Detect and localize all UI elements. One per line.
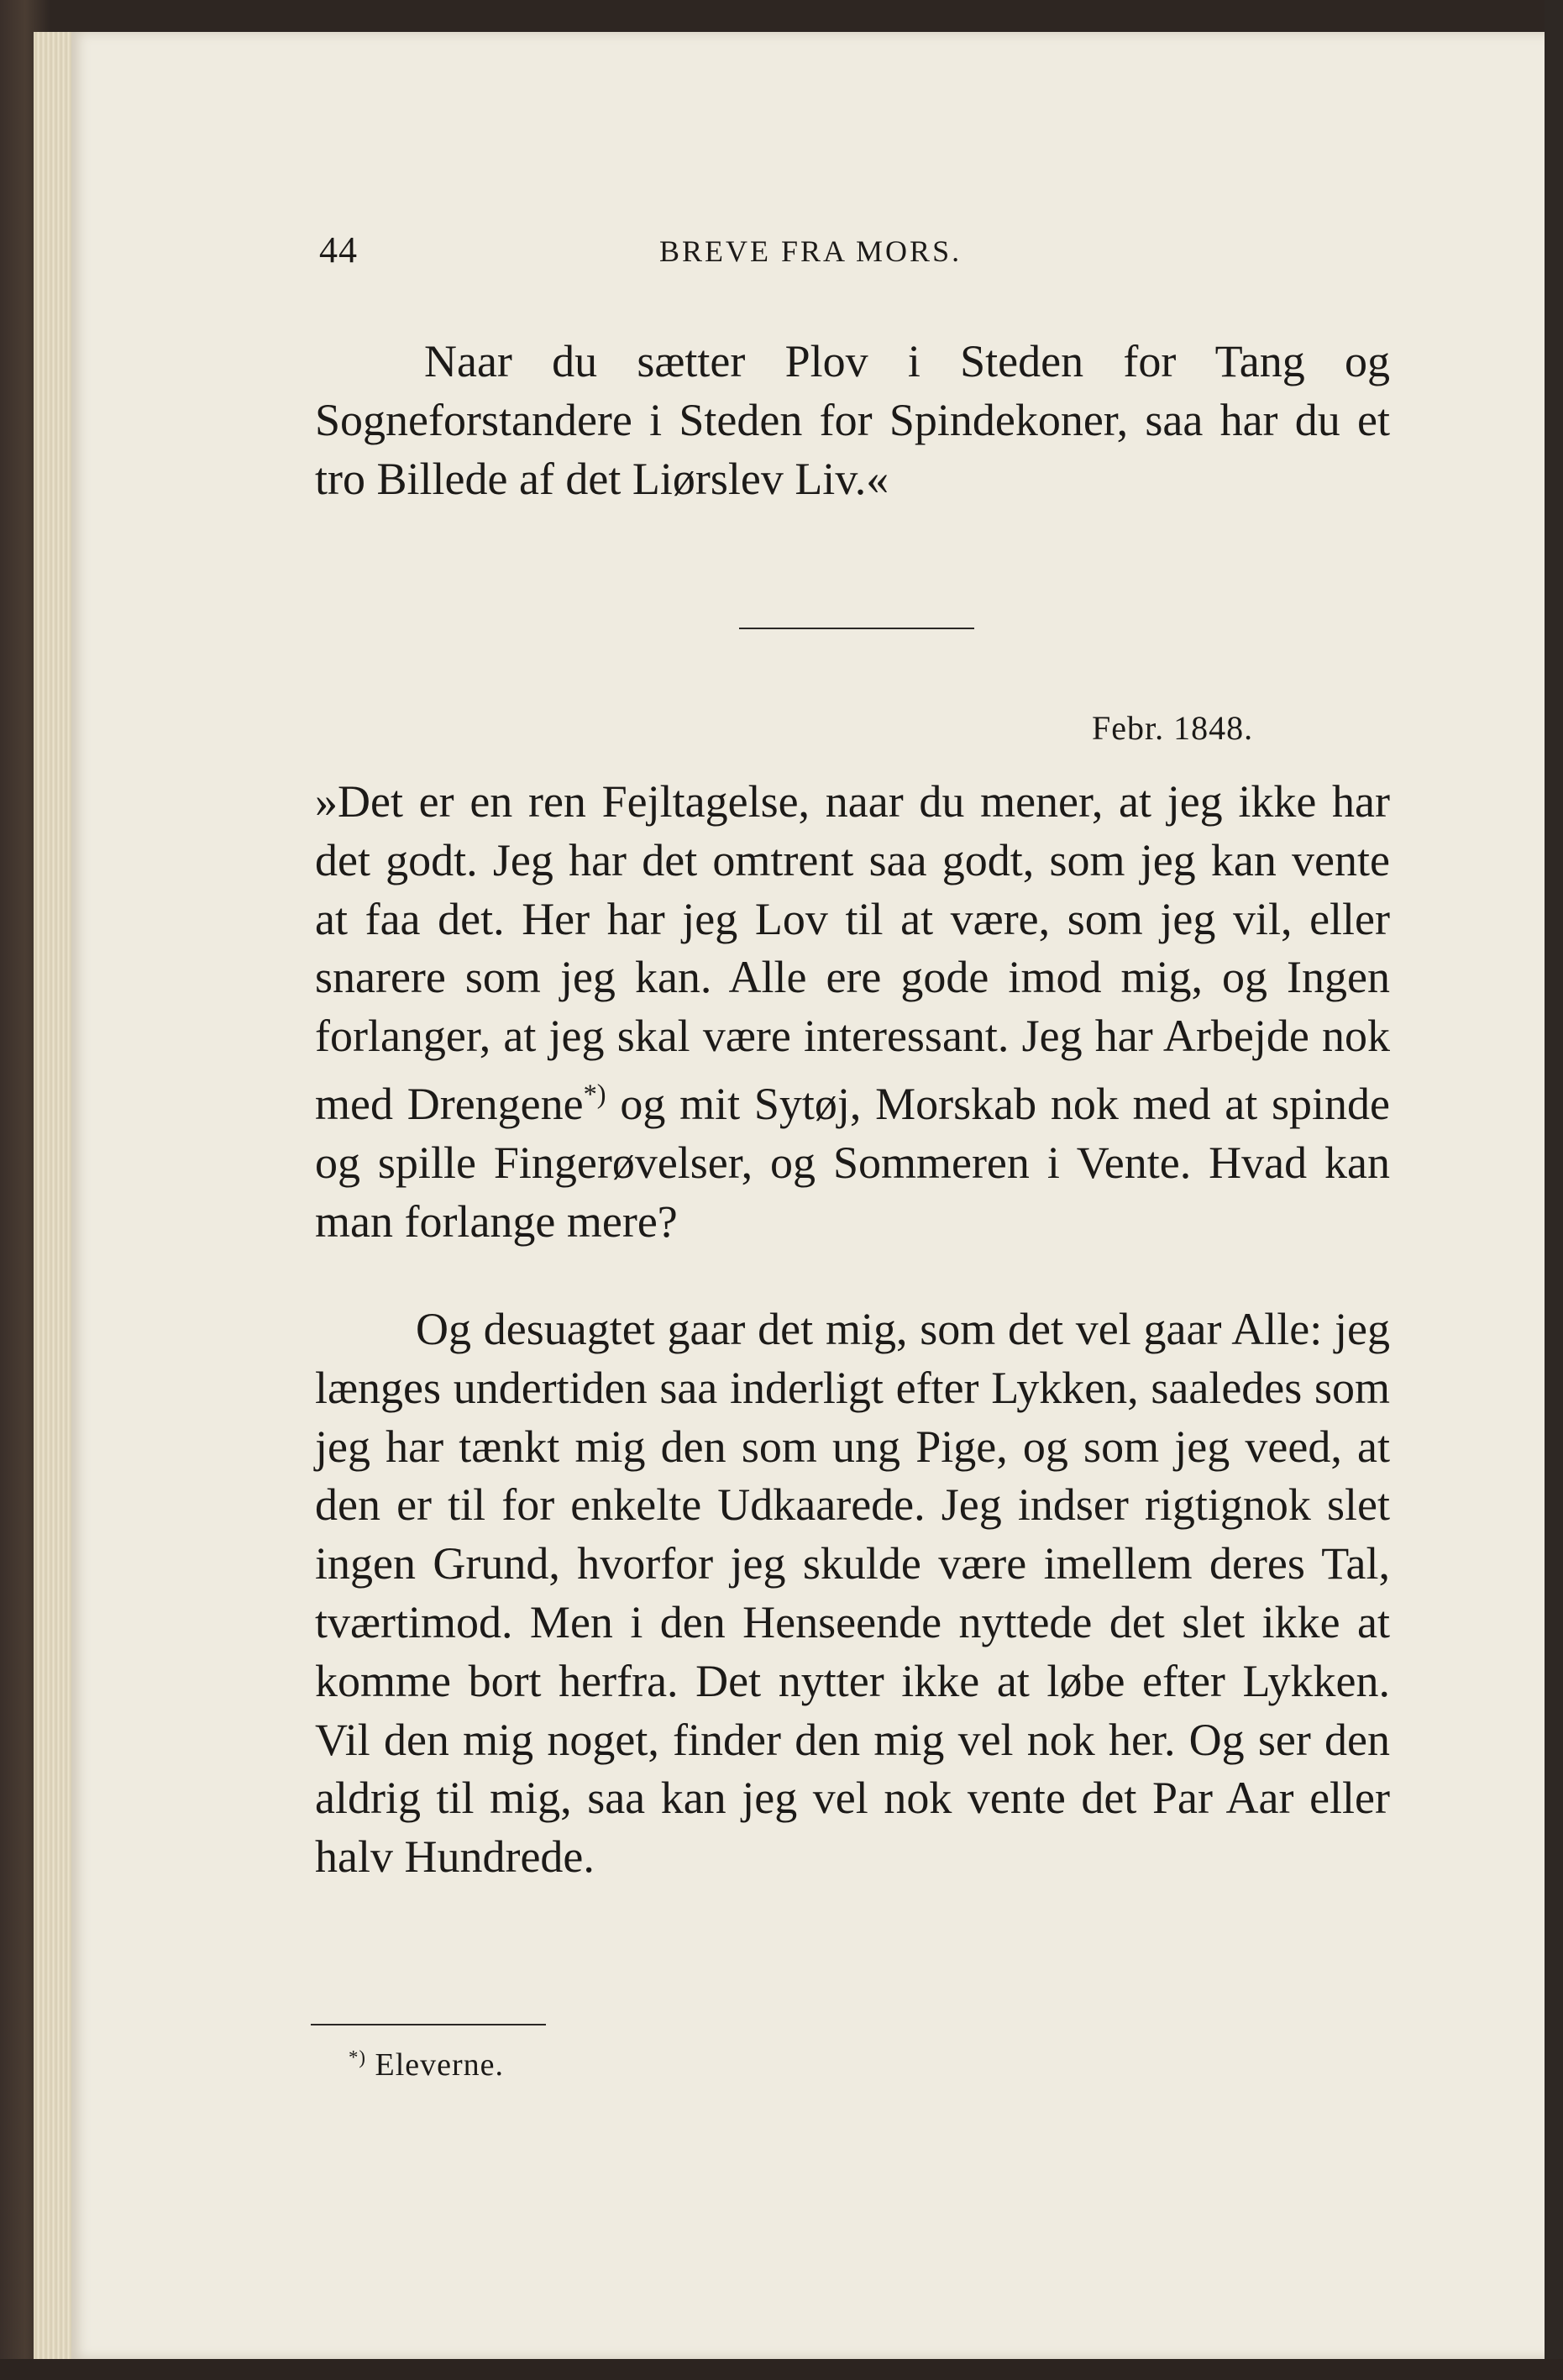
paragraph-3: Og desuagtet gaar det mig, som det vel gaar Alle: jeg længes undertiden saa inderligt efter Lykken, saaledes som jeg har tænkt mig den som ung Pige, og som jeg veed, at den er til for enkelte Udkaarede. Jeg indser rigtignok slet ingen Grund, hvorfor jeg skulde være imellem deres Tal, tværtimod. Men i den Henseende nyttede det slet ikke at komme bort herfra. Det nytter ikke at løbe efter Lykken. Vil den mig noget, finder den mig vel nok her. Og ser den aldrig til mig, saa kan jeg vel nok vente det Par Aar eller halv Hundrede. bbox=[315, 1304, 1390, 1883]
paragraph-1: Naar du sætter Plov i Steden for Tang og Sogneforstandere i Steden for Spindekoner, saa har du et tro Billede af det Liørslev Liv.« bbox=[315, 336, 1390, 504]
paragraph-2 bbox=[315, 773, 1390, 1251]
footnote bbox=[349, 2046, 504, 2083]
section-divider bbox=[739, 628, 974, 629]
running-head: BREVE FRA MORS. bbox=[659, 234, 962, 268]
paragraph-2-text-b: og mit Sytøj, Morskab nok med at spinde og spille Fingerøvelser, og Sommeren i Vente. Hvad kan man forlange mere? bbox=[315, 1078, 1391, 1247]
page-number: 44 bbox=[319, 229, 358, 271]
letter-dateline: Febr. 1848. bbox=[1092, 709, 1254, 747]
footnote-reference: *) bbox=[583, 1079, 606, 1110]
paragraph-2-text-a: »Det er en ren Fejltagelse, naar du mener, at jeg ikke har det godt. Jeg har det omtrent saa godt, som jeg kan vente at faa det. Her har jeg Lov til at være, som jeg vil, eller snarere som jeg kan. Alle ere gode imod mig, og Ingen forlanger, at jeg skal være interessant. Jeg har Arbejde nok med Drengene bbox=[315, 776, 1390, 1129]
page-edge-stack bbox=[34, 32, 76, 2359]
scan-border-right bbox=[1545, 0, 1563, 2380]
footnote-rule bbox=[311, 2024, 546, 2025]
page-header bbox=[319, 229, 1411, 287]
footnote-text: Eleverne. bbox=[375, 2047, 505, 2083]
footnote-mark: *) bbox=[349, 2046, 366, 2068]
scan-border-bottom bbox=[0, 2359, 1563, 2380]
